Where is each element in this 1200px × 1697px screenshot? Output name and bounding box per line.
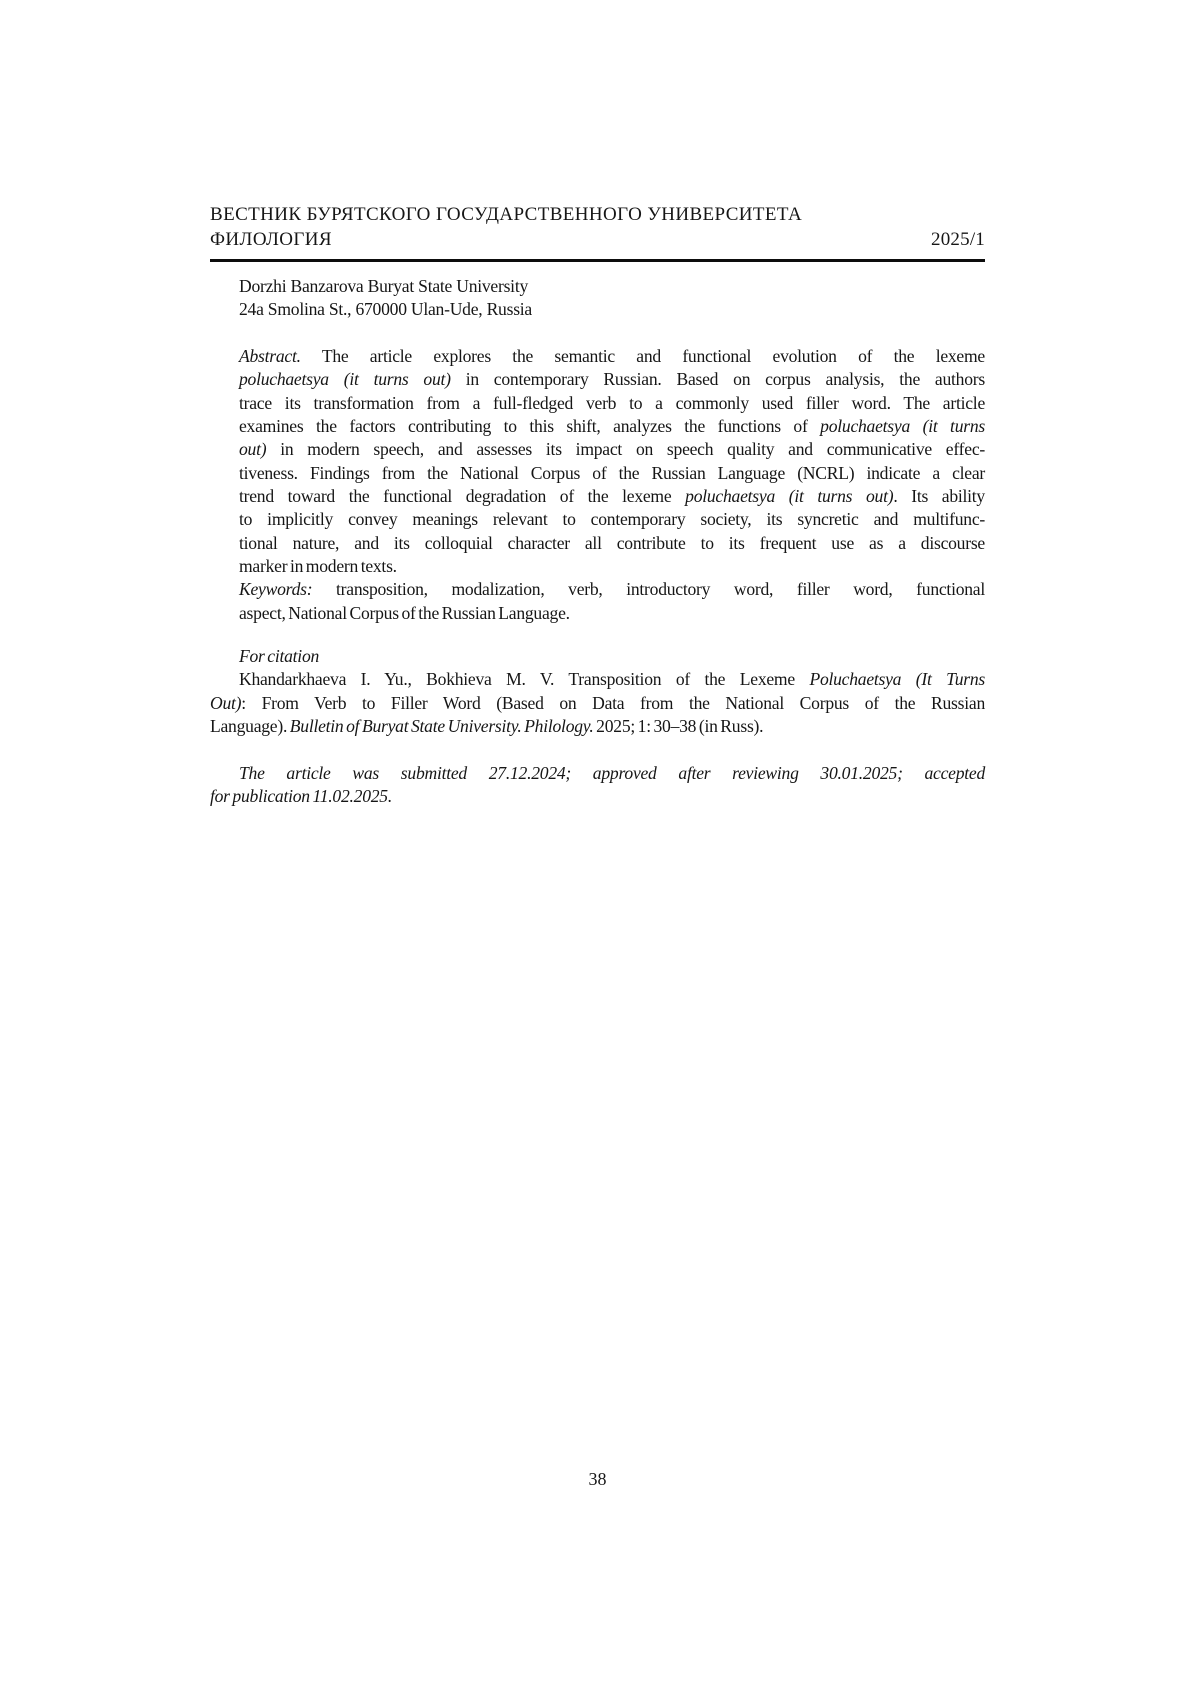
text-line: examines the factors contributing to this shift, analyzes the functions of poluchaetsya (it turns bbox=[239, 416, 985, 437]
text-line: Out): From Verb to Filler Word (Based on Data from the National Corpus of the Russian bbox=[210, 692, 985, 713]
text-line: Keywords: transposition, modalization, verb, introductory word, filler word, functional bbox=[239, 579, 985, 600]
keywords-paragraph bbox=[239, 578, 985, 625]
abstract-paragraph bbox=[239, 345, 985, 578]
journal-header bbox=[210, 203, 985, 252]
journal-subtitle-row bbox=[210, 228, 985, 253]
text-line: tional nature, and its colloquial character all contribute to its frequent use as a discourse bbox=[239, 532, 985, 553]
text-line: for publication 11.02.2025. bbox=[210, 786, 392, 807]
page-number: 38 bbox=[588, 1469, 607, 1489]
text-line: trend toward the functional degradation of the lexeme poluchaetsya (it turns out). Its ability bbox=[239, 486, 985, 507]
submission-dates bbox=[210, 762, 985, 809]
text-line: tiveness. Findings from the National Corpus of the Russian Language (NCRL) indicate a clear bbox=[239, 462, 985, 483]
submission-paragraph bbox=[210, 762, 985, 809]
journal-title: ВЕСТНИК БУРЯТСКОГО ГОСУДАРСТВЕННОГО УНИВЕРСИТЕТА bbox=[210, 204, 803, 225]
citation-section bbox=[210, 645, 985, 738]
text-line: The article was submitted 27.12.2024; approved after reviewing 30.01.2025; accepted bbox=[239, 763, 985, 783]
text-line: Abstract. The article explores the semantic and functional evolution of the lexeme bbox=[239, 346, 985, 366]
text-line: to implicitly convey meanings relevant to contemporary society, its syncretic and multifunc- bbox=[239, 509, 985, 530]
text-line: out) in modern speech, and assesses its impact on speech quality and communicative effec- bbox=[239, 439, 985, 460]
affiliation-address: 24a Smolina St., 670000 Ulan-Ude, Russia bbox=[239, 298, 532, 319]
abstract-section bbox=[239, 345, 985, 625]
text-line: Language). Bulletin of Buryat State University. Philology. 2025; 1: 30–38 (in Russ). bbox=[210, 716, 764, 737]
text-line: aspect, National Corpus of the Russian Language. bbox=[239, 602, 570, 623]
affiliation bbox=[239, 275, 985, 320]
header-divider bbox=[210, 259, 985, 262]
text-line: trace its transformation from a full-fledged verb to a commonly used filler word. The article bbox=[239, 392, 985, 413]
text-line: poluchaetsya (it turns out) in contemporary Russian. Based on corpus analysis, the authors bbox=[239, 369, 985, 390]
journal-section: ФИЛОЛОГИЯ bbox=[210, 228, 332, 250]
citation-paragraph bbox=[210, 668, 985, 738]
issue-number: 2025/1 bbox=[931, 228, 985, 250]
affiliation-university: Dorzhi Banzarova Buryat State University bbox=[239, 276, 529, 296]
text-line: marker in modern texts. bbox=[239, 556, 397, 577]
citation-heading: For citation bbox=[239, 646, 320, 666]
text-line: Khandarkhaeva I. Yu., Bokhieva M. V. Transposition of the Lexeme Poluchaetsya (It Turns bbox=[239, 669, 985, 690]
